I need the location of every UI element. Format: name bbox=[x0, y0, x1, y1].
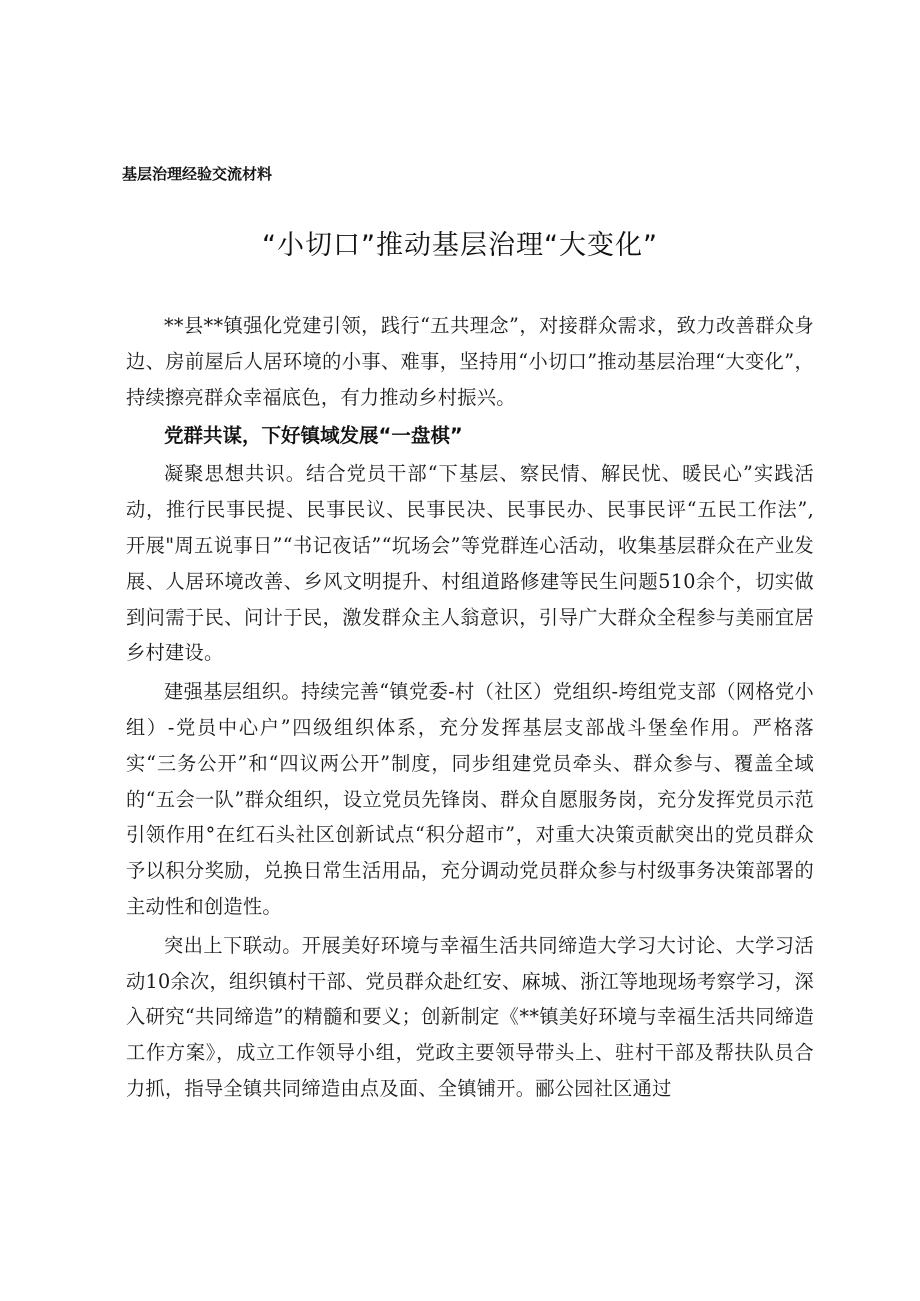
section-heading: 党群共谋，下好镇域发展“一盘棋” bbox=[164, 424, 463, 448]
paragraph-grassroots-organization: 建强基层组织。持续完善“镇党委-村（社区）党组织-垮组党支部（网格党小组）-党员中心户”四级组织体系，充分发挥基层支部战斗堡垒作用。严格落实“三务公开”和“四议两公开”制度，同步组建党员牵头、群众参与、覆盖全域的“五会一队”群众组织，设立党员先锋岗、群众自愿服务岗，充分发挥党员示范引领作用°在红石头社区创新试点“积分超市”，对重大决策贡献突出的党员群众予以积分奖励，兑换日常生活用品，充分调动党员群众参与村级事务决策部署的主动性和创造性。 bbox=[126, 680, 814, 918]
document-body bbox=[126, 308, 814, 1107]
paragraph-linkage: 突出上下联动。开展美好环境与幸福生活共同缔造大学习大讨论、大学习活动10余次，组织镇村干部、党员群众赴红安、麻城、浙江等地现场考察学习，深入研究“共同缔造”的精髓和要义；创新制定《**镇美好环境与幸福生活共同缔造工作方案》，成立工作领导小组，党政主要领导带头上、驻村干部及帮扶队员合力抓，指导全镇共同缔造由点及面、全镇铺开。郦公园社区通过 bbox=[126, 933, 814, 1100]
document-title: “小切口”推动基层治理“大变化” bbox=[262, 230, 658, 261]
intro-paragraph: **县**镇强化党建引领，践行“五共理念”，对接群众需求，致力改善群众身边、房前屋后人居环境的小事、难事，坚持用“小切口”推动基层治理“大变化”，持续擦亮群众幸福底色，有力推动乡村振兴。 bbox=[126, 314, 814, 409]
document-category-label: 基层治理经验交流材料 bbox=[122, 165, 273, 183]
paragraph-ideology-consensus: 凝聚思想共识。结合党员干部“下基层、察民情、解民忧、暖民心”实践活动，推行民事民提、民事民议、民事民决、民事民办、民事民评“五民工作法”,开展"周五说事日”“书记夜话”“坈场会”等党群连心活动，收集基层群众在产业发展、人居环境改善、乡风文明提升、村组道路修建等民生问题510余个，切实做到问需于民、问计于民，激发群众主人翁意识，引导广大群众全程参与美丽宜居乡村建设。 bbox=[126, 462, 815, 665]
